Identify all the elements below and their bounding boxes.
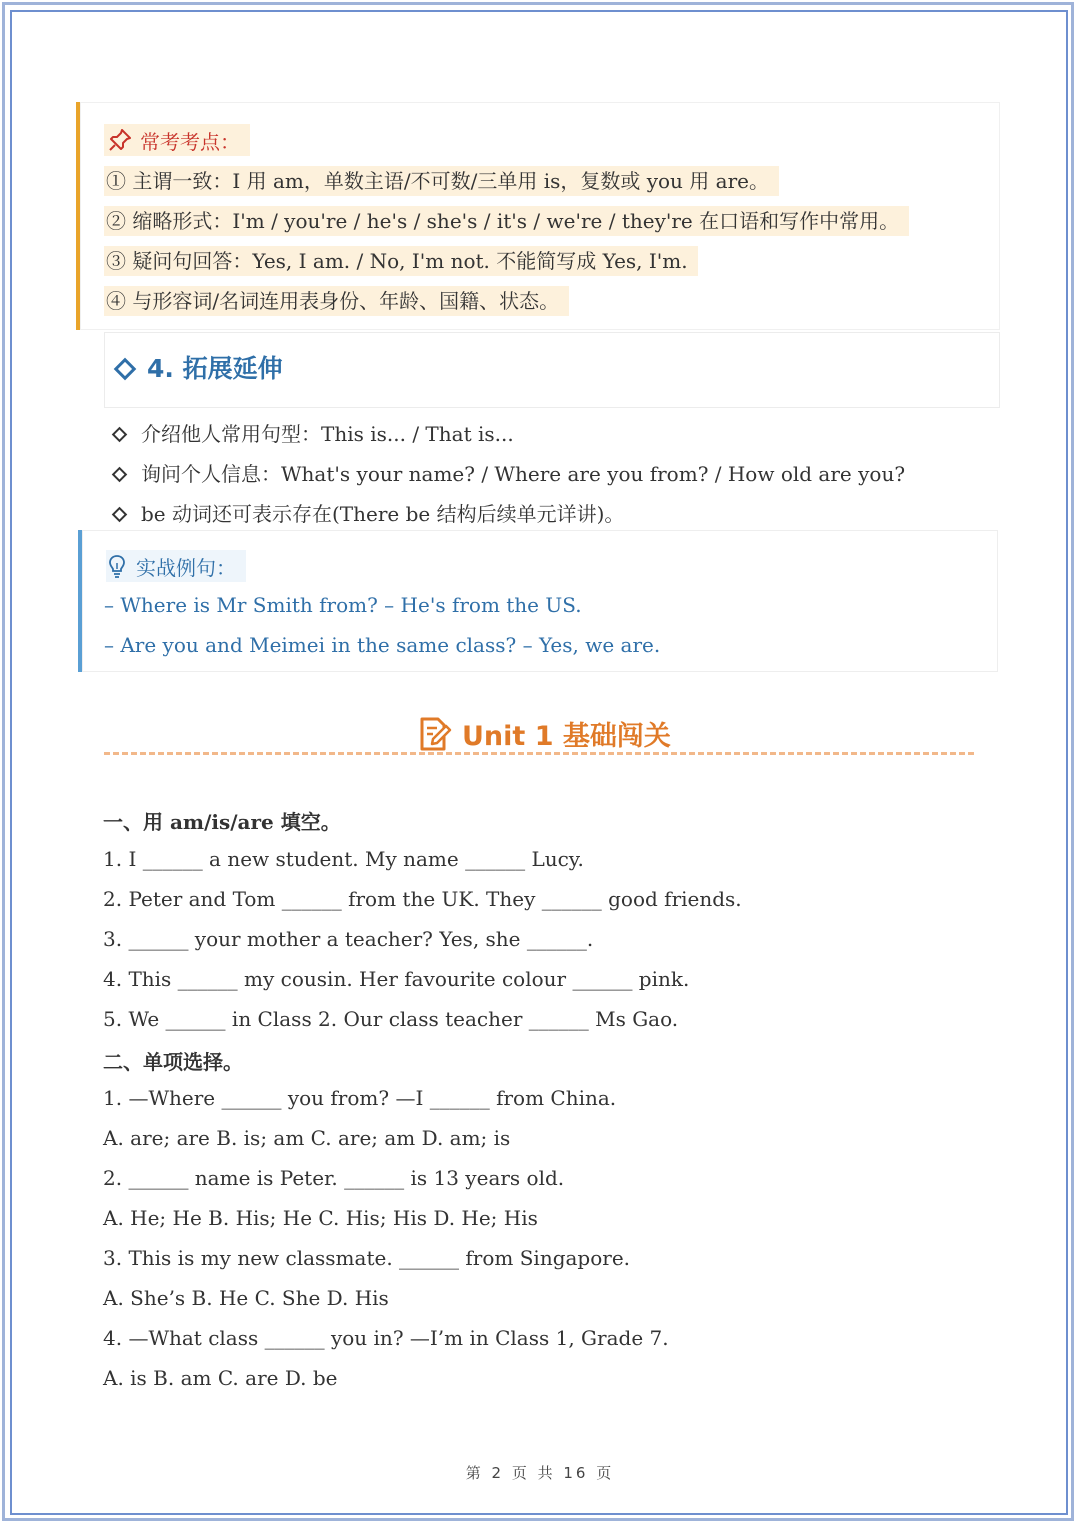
bullet-text: be 动词还可表示存在(There be 结构后续单元详讲)。 [141, 502, 625, 526]
exam-points-title-text: 常考考点： [140, 129, 240, 154]
part2-question-2: 2. ______ name is Peter. ______ is 13 years old. [103, 1166, 565, 1190]
part2-heading: 二、单项选择。 [103, 1050, 243, 1074]
part1-heading: 一、用 am/is/are 填空。 [103, 810, 341, 834]
bullet-text: 介绍他人常用句型：This is... / That is... [141, 422, 514, 446]
extension-bullet-3 [112, 499, 624, 529]
exam-point-3: ③ 疑问句回答：Yes, I am. / No, I'm not. 不能简写成 Yes, I'm. [104, 246, 698, 276]
part2-options-4: A. is B. am C. are D. be [103, 1366, 338, 1390]
part1-question-5: 5. We ______ in Class 2. Our class teacher ______ Ms Gao. [103, 1007, 679, 1031]
edit-document-icon [418, 716, 452, 752]
part1-question-3: 3. ______ your mother a teacher? Yes, she ______. [103, 927, 594, 951]
extension-bullet-1 [112, 419, 514, 449]
pushpin-icon [108, 128, 132, 152]
extension-bullet-2 [112, 459, 905, 489]
part2-options-2: A. He; He B. His; He C. His; His D. He; His [103, 1206, 538, 1230]
example-line-1: – Where is Mr Smith from? – He's from the US. [104, 593, 582, 617]
part2-question-4: 4. —What class ______ you in? —I’m in Class 1, Grade 7. [103, 1326, 669, 1350]
section-title: 4. 拓展延伸 [147, 354, 283, 383]
diamond-bullet-icon [112, 466, 128, 482]
diamond-icon [114, 358, 137, 381]
part1-question-2: 2. Peter and Tom ______ from the UK. They ______ good friends. [103, 887, 742, 911]
diamond-bullet-icon [112, 506, 128, 522]
exam-point-4: ④ 与形容词/名词连用表身份、年龄、国籍、状态。 [104, 286, 569, 316]
part2-options-3: A. She’s B. He C. She D. His [103, 1286, 389, 1310]
bullet-text: 询问个人信息：What's your name? / Where are you from? / How old are you? [141, 462, 906, 486]
part1-question-1: 1. I ______ a new student. My name ______ Lucy. [103, 847, 584, 871]
part2-question-1: 1. —Where ______ you from? —I ______ from China. [103, 1086, 617, 1110]
example-box [78, 530, 998, 672]
unit-title: Unit 1 基础闯关 [462, 721, 671, 752]
part2-question-3: 3. This is my new classmate. ______ from Singapore. [103, 1246, 631, 1270]
section-header-extension [104, 332, 1000, 408]
example-title-text: 实战例句： [136, 555, 236, 580]
exam-points-box [76, 102, 1000, 330]
exam-point-1: ① 主谓一致：I 用 am，单数主语/不可数/三单用 is，复数或 you 用 are。 [104, 166, 779, 196]
unit-heading [418, 714, 671, 753]
part1-question-4: 4. This ______ my cousin. Her favourite colour ______ pink. [103, 967, 690, 991]
dashed-divider [104, 752, 974, 755]
example-line-2: – Are you and Meimei in the same class? – Yes, we are. [104, 633, 661, 657]
exam-points-title [104, 124, 250, 156]
example-title [106, 550, 246, 582]
exam-point-2: ② 缩略形式：I'm / you're / he's / she's / it's / we're / they're 在口语和写作中常用。 [104, 206, 909, 236]
page-number: 第 2 页 共 16 页 [465, 1464, 615, 1482]
part2-options-1: A. are; are B. is; am C. are; am D. am; is [103, 1126, 511, 1150]
diamond-bullet-icon [112, 426, 128, 442]
lightbulb-icon [108, 554, 126, 578]
